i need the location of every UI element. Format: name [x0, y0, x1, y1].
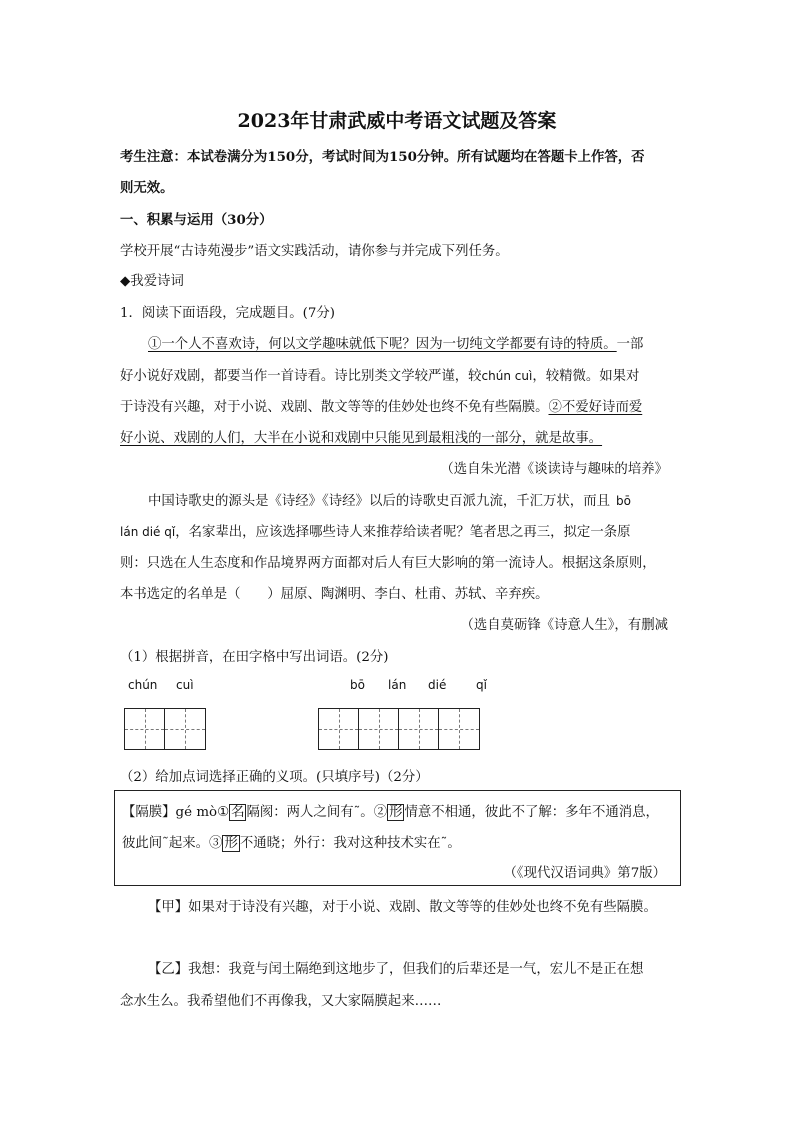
- grid-cell[interactable]: [165, 709, 205, 749]
- example-yi-line2: 念水生么。我希望他们不再像我，又大家隔膜起来……: [120, 994, 442, 1009]
- notice-line-2: 则无效。: [120, 180, 174, 196]
- section-intro: 学校开展“古诗苑漫步”语文实践活动，请你参与并完成下列任务。: [120, 244, 509, 259]
- grid-cell[interactable]: [125, 709, 165, 749]
- grid1-pinyin-1: chún: [128, 678, 158, 692]
- pinyin-landieqi: lán dié qǐ: [120, 525, 176, 539]
- notice-text-1: 本试卷满分为150分，考试时间为150分钟。所有试题均在答题卡上作答，否: [186, 149, 645, 165]
- passage1-underlined-1: ①一个人不喜欢诗，何以文学趣味就低下呢？因为一切纯文学都要有诗的特质。: [148, 337, 617, 352]
- passage1-text-1: 一部: [616, 337, 644, 352]
- pos-adj-tag-2: 形: [224, 836, 238, 851]
- pinyin-bo: bō: [615, 494, 631, 508]
- passage2-source: （选自莫砺锋《诗意人生》，有删减: [460, 618, 668, 633]
- example-jia: 【甲】如果对于诗没有兴趣，对于小说、戏剧、散文等等的佳妙处也终不免有些隔膜。: [148, 900, 657, 915]
- passage2-line1: [148, 490, 631, 509]
- passage1-line2: [120, 365, 639, 384]
- grid2-pinyin-3: dié: [428, 678, 447, 692]
- grid-cell[interactable]: [319, 709, 359, 749]
- passage1-text-2: 好小说好戏剧，都要当作一首诗看。诗比别类文学较严谨，较: [120, 369, 482, 384]
- dict-sense-3: 不通晓；外行：我对这种技术实在˜。: [239, 836, 461, 851]
- sub-question-1: （1）根据拼音，在田字格中写出词语。(2分): [120, 650, 389, 665]
- passage2-line2: [120, 521, 631, 540]
- grid-cell[interactable]: [399, 709, 439, 749]
- grid2-pinyin-2: lán: [388, 678, 407, 692]
- passage1-underlined-2: ②不爱好诗而爱: [548, 400, 643, 415]
- passage1-text-3: 于诗没有兴趣，对于小说、戏剧、散文等等的佳妙处也终不免有些隔膜。: [120, 400, 549, 415]
- passage1-text-2b: ，较精微。如果对: [532, 369, 640, 384]
- dict-sense-2: 情意不相通，彼此不了解：多年不通消息，: [404, 805, 659, 820]
- pos-noun-tag: 名: [231, 805, 245, 820]
- tianzige-grid-1[interactable]: [124, 708, 206, 750]
- notice-label: 考生注意：: [120, 149, 187, 165]
- dict-source: （《现代汉语词典》第7版）: [503, 866, 666, 881]
- dict-line-1: [122, 801, 659, 821]
- dict-headword: 【隔膜】gé mò①: [122, 805, 230, 820]
- grid-cell[interactable]: [439, 709, 479, 749]
- passage2-line3: 则：只选在人生态度和作品境界两方面都对后人有巨大影响的第一流诗人。根据这条原则，: [120, 556, 656, 571]
- dictionary-entry-box: [114, 790, 681, 886]
- passage1-line1: [148, 333, 643, 352]
- grid-cell[interactable]: [359, 709, 399, 749]
- dict-sense-2b: 彼此间˜起来。③: [122, 836, 223, 851]
- pos-adj-tag: 形: [389, 805, 403, 820]
- pinyin-chuncui: chún cuì: [481, 369, 533, 383]
- sub-heading: ◆我爱诗词: [120, 274, 184, 289]
- passage2-line4: 本书选定的名单是（ ）屈原、陶渊明、李白、杜甫、苏轼、辛弃疾。: [120, 587, 549, 602]
- section-heading: 一、积累与运用（30分）: [120, 212, 273, 228]
- passage2-text-2: ，名家辈出，应该选择哪些诗人来推荐给读者呢？笔者思之再三，拟定一条原: [175, 525, 631, 540]
- page-title: 2023年甘肃武威中考语文试题及答案: [237, 110, 557, 132]
- sub-question-2: （2）给加点词选择正确的义项。(只填序号)（2分）: [120, 770, 429, 785]
- question-1: 1．阅读下面语段，完成题目。(7分): [120, 306, 335, 321]
- dict-line-2: [122, 832, 461, 852]
- grid2-pinyin-1: bō: [350, 678, 365, 692]
- passage2-text-1: 中国诗歌史的源头是《诗经》《诗经》以后的诗歌史百派九流，千汇万状，而且: [148, 494, 610, 509]
- grid1-pinyin-2: cuì: [176, 678, 194, 692]
- notice-line-1: [120, 146, 645, 165]
- passage1-line3: [120, 396, 642, 415]
- grid2-pinyin-4: qǐ: [476, 678, 487, 692]
- passage1-line4: 好小说、戏剧的人们，大半在小说和戏剧中只能见到最粗浅的一部分，就是故事。: [120, 431, 603, 446]
- dict-sense-1: 隔阂：两人之间有˜。②: [246, 805, 388, 820]
- tianzige-grid-2[interactable]: [318, 708, 480, 750]
- passage1-source: （选自朱光潜《谈读诗与趣味的培养》: [440, 462, 668, 477]
- example-yi-line1: 【乙】我想：我竟与闰土隔绝到这地步了，但我们的后辈还是一气，宏儿不是正在想: [148, 962, 644, 977]
